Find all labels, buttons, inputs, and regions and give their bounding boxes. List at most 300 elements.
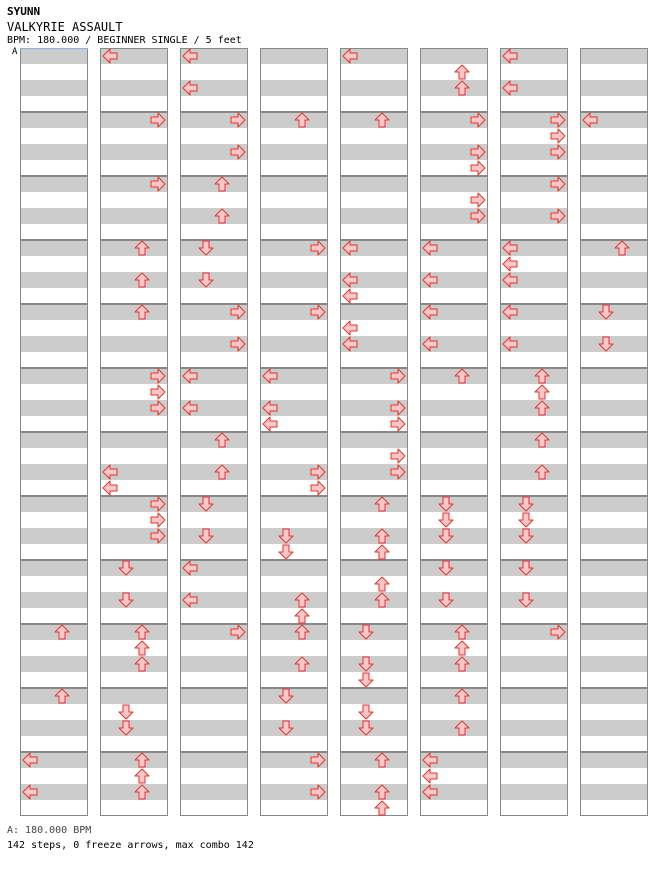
stripe <box>420 384 488 400</box>
stripe <box>340 80 408 96</box>
stripe <box>20 720 88 736</box>
stripe <box>180 688 248 704</box>
stripe <box>180 64 248 80</box>
stripe <box>500 576 568 592</box>
stripe <box>580 512 648 528</box>
stripe <box>180 704 248 720</box>
stripe <box>580 256 648 272</box>
stripe <box>20 128 88 144</box>
stripe <box>260 208 328 224</box>
stripe <box>500 672 568 688</box>
stripe <box>260 720 328 736</box>
stripe <box>100 448 168 464</box>
stripe <box>100 688 168 704</box>
stripe <box>340 384 408 400</box>
stripe <box>20 624 88 640</box>
song-title: VALKYRIE ASSAULT <box>7 20 123 34</box>
stripe <box>180 448 248 464</box>
stripe <box>500 768 568 784</box>
stripe <box>580 720 648 736</box>
stripe <box>500 784 568 800</box>
stripe <box>260 672 328 688</box>
stripe <box>20 448 88 464</box>
stripe <box>260 704 328 720</box>
stripe <box>580 688 648 704</box>
stripe <box>420 128 488 144</box>
stripe <box>260 624 328 640</box>
stripe <box>100 736 168 752</box>
stripe <box>20 208 88 224</box>
stripe <box>100 256 168 272</box>
stripe <box>340 160 408 176</box>
stripe <box>340 720 408 736</box>
stripe <box>340 736 408 752</box>
stripe <box>180 288 248 304</box>
stripe <box>20 96 88 112</box>
stripe <box>20 512 88 528</box>
stripe <box>100 272 168 288</box>
stripe <box>500 288 568 304</box>
stripe <box>340 624 408 640</box>
stripe <box>180 656 248 672</box>
stripe <box>180 496 248 512</box>
stripe <box>420 720 488 736</box>
stripe <box>500 400 568 416</box>
stripe <box>100 592 168 608</box>
stripe <box>420 544 488 560</box>
stripe <box>100 64 168 80</box>
stripe <box>420 224 488 240</box>
stripe <box>20 320 88 336</box>
stripe <box>420 656 488 672</box>
stripe <box>340 128 408 144</box>
stripe <box>580 368 648 384</box>
stripe <box>20 576 88 592</box>
stripe <box>580 656 648 672</box>
stripe <box>260 528 328 544</box>
stripe <box>500 608 568 624</box>
stripe <box>500 384 568 400</box>
stripe <box>580 704 648 720</box>
stripe <box>340 544 408 560</box>
stripe <box>100 336 168 352</box>
stripe <box>180 416 248 432</box>
stripe <box>20 592 88 608</box>
stripe <box>580 224 648 240</box>
stripe <box>100 192 168 208</box>
stripe <box>420 592 488 608</box>
stripe <box>100 224 168 240</box>
stripe <box>420 576 488 592</box>
stats-footer: 142 steps, 0 freeze arrows, max combo 142 <box>7 840 254 851</box>
stripe <box>420 560 488 576</box>
stripe <box>100 608 168 624</box>
stripe <box>580 736 648 752</box>
stripe <box>500 368 568 384</box>
stripe <box>260 352 328 368</box>
stripe <box>260 288 328 304</box>
stripe <box>580 784 648 800</box>
stripe <box>580 640 648 656</box>
stripe <box>180 464 248 480</box>
stripe <box>20 496 88 512</box>
stripe <box>100 304 168 320</box>
stripe <box>340 672 408 688</box>
stripe <box>580 48 648 64</box>
stripe <box>180 96 248 112</box>
stripe <box>100 416 168 432</box>
stripe <box>340 304 408 320</box>
bpm-marker-label: A <box>12 47 18 57</box>
stripe <box>20 672 88 688</box>
stripe <box>260 160 328 176</box>
stripe <box>580 80 648 96</box>
stripe <box>100 752 168 768</box>
stripe <box>100 672 168 688</box>
stripe <box>20 224 88 240</box>
stripe <box>260 576 328 592</box>
stripe <box>420 320 488 336</box>
stripe <box>580 320 648 336</box>
artist-name: SYUNN <box>7 5 41 18</box>
stripe <box>500 64 568 80</box>
stripe <box>180 640 248 656</box>
stripe <box>20 144 88 160</box>
stripe <box>20 464 88 480</box>
stripe <box>100 208 168 224</box>
stripe <box>500 352 568 368</box>
stripe <box>500 704 568 720</box>
stripe <box>420 624 488 640</box>
stripe <box>580 304 648 320</box>
stripe <box>180 528 248 544</box>
stripe <box>340 480 408 496</box>
stripe <box>180 608 248 624</box>
stripe <box>500 800 568 816</box>
stripe <box>420 464 488 480</box>
stripe <box>20 304 88 320</box>
stripe <box>180 272 248 288</box>
stripe <box>20 256 88 272</box>
stripe <box>580 496 648 512</box>
stripe <box>580 624 648 640</box>
stripe <box>20 768 88 784</box>
stripe <box>580 288 648 304</box>
stripe <box>580 448 648 464</box>
stripe <box>180 800 248 816</box>
stripe <box>580 768 648 784</box>
stripe <box>340 800 408 816</box>
stripe <box>260 544 328 560</box>
stripe <box>580 128 648 144</box>
stripe <box>260 432 328 448</box>
stripe <box>20 608 88 624</box>
stripe <box>420 432 488 448</box>
stripe <box>580 400 648 416</box>
stripe <box>20 64 88 80</box>
stripe <box>20 272 88 288</box>
stripe <box>260 512 328 528</box>
stripe <box>580 544 648 560</box>
stripe <box>420 96 488 112</box>
stripe <box>180 576 248 592</box>
stripe <box>580 592 648 608</box>
stripe <box>580 208 648 224</box>
stripe <box>180 352 248 368</box>
stripe <box>340 432 408 448</box>
stripe <box>500 464 568 480</box>
stripe <box>20 176 88 192</box>
stripe <box>500 592 568 608</box>
stripe <box>180 128 248 144</box>
stripe <box>20 736 88 752</box>
stripe <box>420 672 488 688</box>
stripe <box>100 656 168 672</box>
stripe <box>260 272 328 288</box>
stripe <box>580 800 648 816</box>
stripe <box>180 192 248 208</box>
bpm-footer: A: 180.000 BPM <box>7 825 92 836</box>
stripe <box>260 800 328 816</box>
stripe <box>20 432 88 448</box>
stripe <box>260 144 328 160</box>
stripe <box>500 480 568 496</box>
stripe <box>580 528 648 544</box>
stripe <box>100 576 168 592</box>
stripe <box>20 688 88 704</box>
stripe <box>20 480 88 496</box>
stripe <box>260 656 328 672</box>
stripe <box>420 704 488 720</box>
stripe <box>580 176 648 192</box>
stripe <box>100 128 168 144</box>
stripe <box>20 48 88 64</box>
stripe <box>20 160 88 176</box>
stripe <box>180 320 248 336</box>
stripe <box>340 512 408 528</box>
stripe <box>340 224 408 240</box>
stripe <box>100 800 168 816</box>
stripe <box>260 128 328 144</box>
stripe <box>420 48 488 64</box>
stripe <box>180 752 248 768</box>
stripe <box>500 544 568 560</box>
stripe <box>420 416 488 432</box>
stripe <box>100 560 168 576</box>
stripe <box>100 704 168 720</box>
stripe <box>180 432 248 448</box>
stripe <box>260 560 328 576</box>
stripe <box>340 768 408 784</box>
chart-info: BPM: 180.000 / BEGINNER SINGLE / 5 feet <box>7 35 242 46</box>
stripe <box>500 656 568 672</box>
stripe <box>340 560 408 576</box>
stripe <box>100 624 168 640</box>
stripe <box>20 112 88 128</box>
stripe <box>340 176 408 192</box>
stripe <box>580 192 648 208</box>
stripe <box>340 688 408 704</box>
stripe <box>260 736 328 752</box>
stripe <box>260 336 328 352</box>
stripe <box>420 352 488 368</box>
stripe <box>420 480 488 496</box>
stripe <box>340 144 408 160</box>
stripe <box>100 144 168 160</box>
stripe <box>580 752 648 768</box>
stripe <box>260 176 328 192</box>
stripe <box>580 608 648 624</box>
stripe <box>180 480 248 496</box>
stripe <box>580 480 648 496</box>
stripe <box>180 160 248 176</box>
stripe <box>100 352 168 368</box>
stripe <box>500 416 568 432</box>
stripe <box>20 416 88 432</box>
stripe <box>500 512 568 528</box>
stripe <box>20 544 88 560</box>
stripe <box>340 640 408 656</box>
stripe <box>340 608 408 624</box>
stripe <box>20 80 88 96</box>
stripe <box>580 272 648 288</box>
stripe <box>420 496 488 512</box>
stripe <box>580 672 648 688</box>
stripe <box>180 256 248 272</box>
stripe <box>180 224 248 240</box>
stripe <box>260 80 328 96</box>
stripe <box>20 800 88 816</box>
stripe <box>20 352 88 368</box>
stripe <box>500 640 568 656</box>
stripe <box>580 160 648 176</box>
stripe <box>260 592 328 608</box>
stripe <box>20 384 88 400</box>
stripe <box>260 320 328 336</box>
stripe <box>580 64 648 80</box>
stripe <box>340 64 408 80</box>
stripe <box>580 384 648 400</box>
stripe <box>420 736 488 752</box>
stripe <box>180 544 248 560</box>
stripe <box>500 160 568 176</box>
stripe <box>260 96 328 112</box>
stripe <box>260 640 328 656</box>
stripe <box>260 256 328 272</box>
stripe <box>260 448 328 464</box>
stripe <box>260 224 328 240</box>
stripe <box>180 720 248 736</box>
stripe <box>180 208 248 224</box>
stripe <box>420 288 488 304</box>
stripe <box>180 736 248 752</box>
stripe <box>100 784 168 800</box>
stripe <box>260 48 328 64</box>
stripe <box>100 320 168 336</box>
stripe <box>580 560 648 576</box>
stripe <box>340 256 408 272</box>
stripe <box>420 512 488 528</box>
stripe <box>340 352 408 368</box>
stripe <box>180 384 248 400</box>
stripe <box>180 768 248 784</box>
stripe <box>420 256 488 272</box>
stripe <box>20 704 88 720</box>
stripe <box>500 752 568 768</box>
stripe <box>420 64 488 80</box>
stripe <box>500 720 568 736</box>
stripe <box>500 96 568 112</box>
stripe <box>260 192 328 208</box>
stripe <box>100 160 168 176</box>
stripe <box>20 560 88 576</box>
stripe <box>100 768 168 784</box>
stripe <box>580 96 648 112</box>
stripe <box>260 112 328 128</box>
stripe <box>340 208 408 224</box>
stripe <box>180 512 248 528</box>
stripe <box>500 192 568 208</box>
stripe <box>20 288 88 304</box>
stripe <box>500 320 568 336</box>
stripe <box>20 336 88 352</box>
stripe <box>340 112 408 128</box>
stripe <box>420 368 488 384</box>
stripe <box>180 240 248 256</box>
stripe <box>500 688 568 704</box>
stripe <box>580 576 648 592</box>
stripe <box>500 448 568 464</box>
stripe <box>340 704 408 720</box>
stripe <box>340 96 408 112</box>
stripe <box>100 720 168 736</box>
stripe <box>500 560 568 576</box>
stripe <box>420 688 488 704</box>
stripe <box>580 336 648 352</box>
stripe <box>580 432 648 448</box>
stripe <box>500 432 568 448</box>
stripe <box>420 528 488 544</box>
stripe <box>340 528 408 544</box>
stripe <box>580 144 648 160</box>
stripe <box>500 528 568 544</box>
stripe <box>180 176 248 192</box>
stripe <box>340 656 408 672</box>
stripe <box>420 176 488 192</box>
stripe <box>260 384 328 400</box>
stripe <box>20 656 88 672</box>
stripe <box>340 192 408 208</box>
stripe <box>340 592 408 608</box>
stripe <box>180 672 248 688</box>
stripe <box>580 352 648 368</box>
stripe <box>20 640 88 656</box>
stripe <box>100 544 168 560</box>
stripe <box>420 448 488 464</box>
stripe <box>100 96 168 112</box>
stripe <box>260 688 328 704</box>
stripe <box>100 640 168 656</box>
stripe <box>20 240 88 256</box>
stripe <box>100 432 168 448</box>
stripe <box>260 64 328 80</box>
stripe <box>500 224 568 240</box>
stripe <box>260 608 328 624</box>
stripe <box>100 80 168 96</box>
stripe <box>180 784 248 800</box>
stripe <box>20 192 88 208</box>
stripe <box>420 400 488 416</box>
